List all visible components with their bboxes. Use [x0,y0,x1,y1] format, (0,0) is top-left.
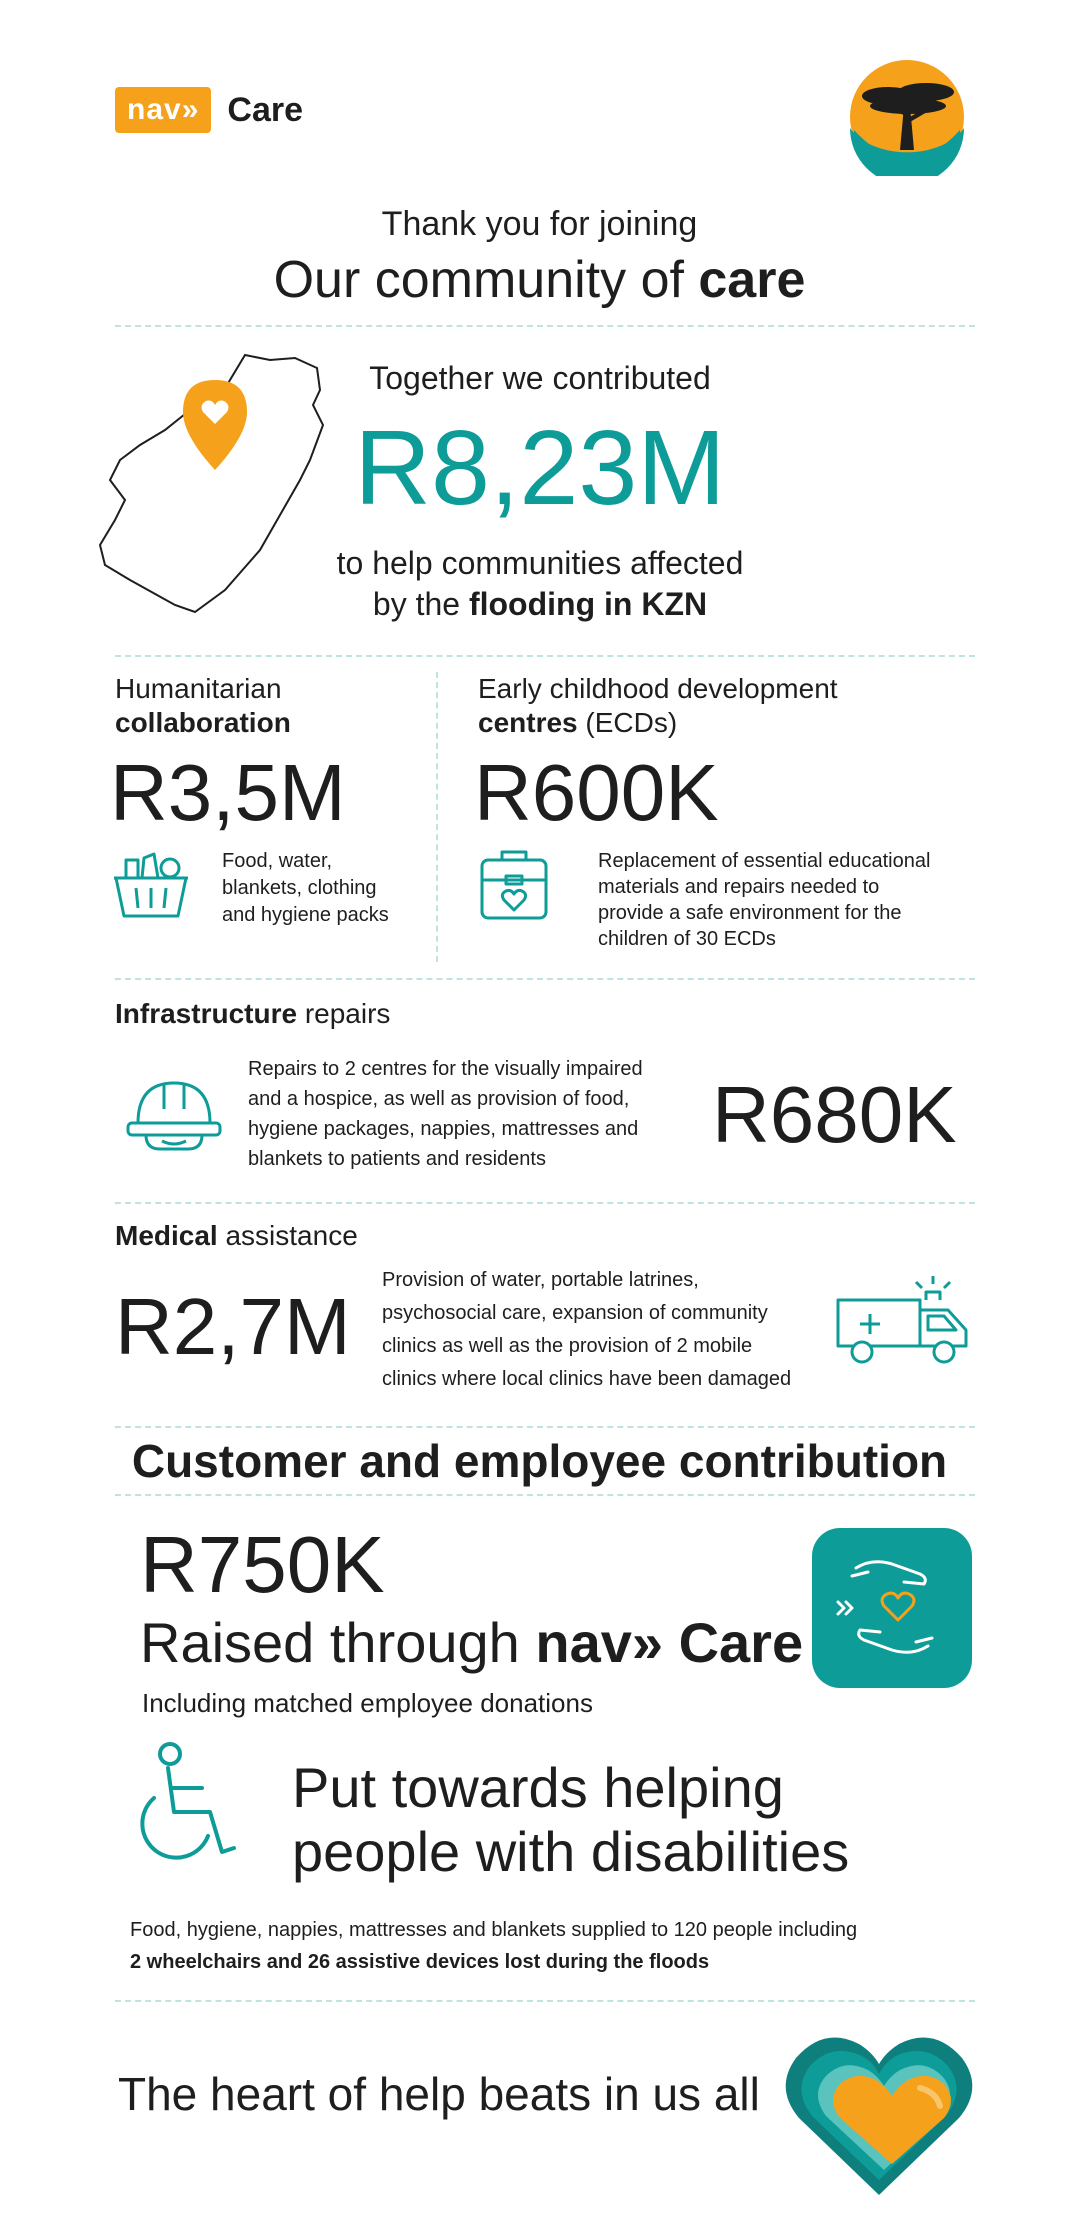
header-title-bold: care [698,251,806,309]
ecd-title-line2 [478,706,838,740]
customer-raised-plain: Raised through [140,1611,536,1674]
humanitarian-desc-line: Food, water, [222,850,333,872]
infrastructure-title-plain: repairs [297,998,391,1029]
infrastructure-desc [248,1054,643,1174]
wheelchair-icon [124,1740,246,1872]
medical-desc-line: clinics as well as the provision of 2 mobile [382,1335,753,1357]
disabilities-desc [130,1914,857,1978]
header-title-plain: Our community of [273,251,699,309]
divider [115,2000,975,2002]
customer-heading: Customer and employee contribution [131,1435,948,1487]
ecd-title-bold: centres [478,707,578,738]
divider [115,655,975,657]
customer-note: Including matched employee donations [142,1688,593,1718]
infrastructure-desc-line: blankets to patients and residents [248,1148,546,1170]
infrastructure-title [115,998,390,1030]
ecd-desc [598,848,930,952]
acacia-tree-logo-icon [848,58,966,176]
ecd-amount: R600K [474,748,719,837]
divider [115,325,975,327]
medical-title [115,1220,358,1252]
infrastructure-amount: R680K [712,1070,957,1159]
humanitarian-title-line1: Humanitarian [115,673,282,704]
medical-desc-line: psychosocial care, expansion of community [382,1302,768,1324]
ecd-title-plain: (ECDs) [577,707,678,738]
medical-desc [382,1264,791,1396]
ambulance-icon [830,1266,975,1372]
brand-badge: nav» [115,87,211,133]
infrastructure-desc-line: Repairs to 2 centres for the visually impaired [248,1058,643,1080]
customer-raised [140,1610,803,1676]
medical-desc-line: clinics where local clinics have been damaged [382,1368,792,1390]
infrastructure-desc-line: hygiene packages, nappies, mattresses and [248,1118,639,1140]
footer-tagline: The heart of help beats in us all [118,2068,760,2120]
medical-desc-line: Provision of water, portable latrines, [382,1269,699,1291]
hero-intro: Together we contributed [369,360,711,396]
hero-outro-line2 [290,586,790,623]
brand-name: Care [227,90,303,129]
infrastructure-title-bold: Infrastructure [115,998,298,1029]
brand-logo [115,82,303,138]
humanitarian-title-line2: collaboration [115,707,291,738]
disabilities-heading-line2: people with disabilities [292,1820,850,1883]
divider [115,1494,975,1496]
infrastructure-desc-line: and a hospice, as well as provision of food, [248,1088,630,1110]
humanitarian-desc [222,848,389,929]
disabilities-desc-line1: Food, hygiene, nappies, mattresses and blankets supplied to 120 people including [130,1919,858,1941]
ecd-desc-line: materials and repairs needed to [598,876,880,898]
header-line1: Thank you for joining [381,205,698,243]
medical-title-plain: assistance [217,1220,358,1251]
ecd-desc-line: provide a safe environment for the [598,902,902,924]
disabilities-heading [292,1756,849,1884]
customer-raised-bold: nav» Care [535,1611,804,1674]
header-title [0,250,1079,310]
divider [115,978,975,980]
school-bag-icon [476,846,552,922]
hard-hat-icon [124,1075,224,1153]
medical-title-bold: Medical [115,1220,218,1251]
hero-outro-plain: by the [372,586,469,622]
medical-amount: R2,7M [115,1282,351,1371]
ecd-desc-line: children of 30 ECDs [598,928,776,950]
hero-amount: R8,23M [354,409,726,527]
vertical-divider [436,672,438,962]
divider [115,1426,975,1428]
humanitarian-desc-line: and hygiene packs [222,904,389,926]
disabilities-desc-line2: 2 wheelchairs and 26 assistive devices lost during the floods [130,1951,710,1973]
humanitarian-amount: R3,5M [110,748,346,837]
humanitarian-desc-line: blankets, clothing [222,877,377,899]
humanitarian-title [115,672,291,740]
food-basket-icon [112,848,190,920]
hero-outro-bold: flooding in KZN [468,586,708,622]
heart-icon [784,2030,974,2200]
ecd-desc-line: Replacement of essential educational [598,850,931,872]
customer-amount: R750K [140,1520,385,1609]
ecd-title [478,672,838,740]
divider [115,1202,975,1204]
disabilities-heading-line1: Put towards helping [292,1756,784,1819]
ecd-title-line1: Early childhood development [478,673,838,704]
hero-outro-line1: to help communities affected [336,545,744,581]
nav-care-app-icon [812,1528,972,1688]
